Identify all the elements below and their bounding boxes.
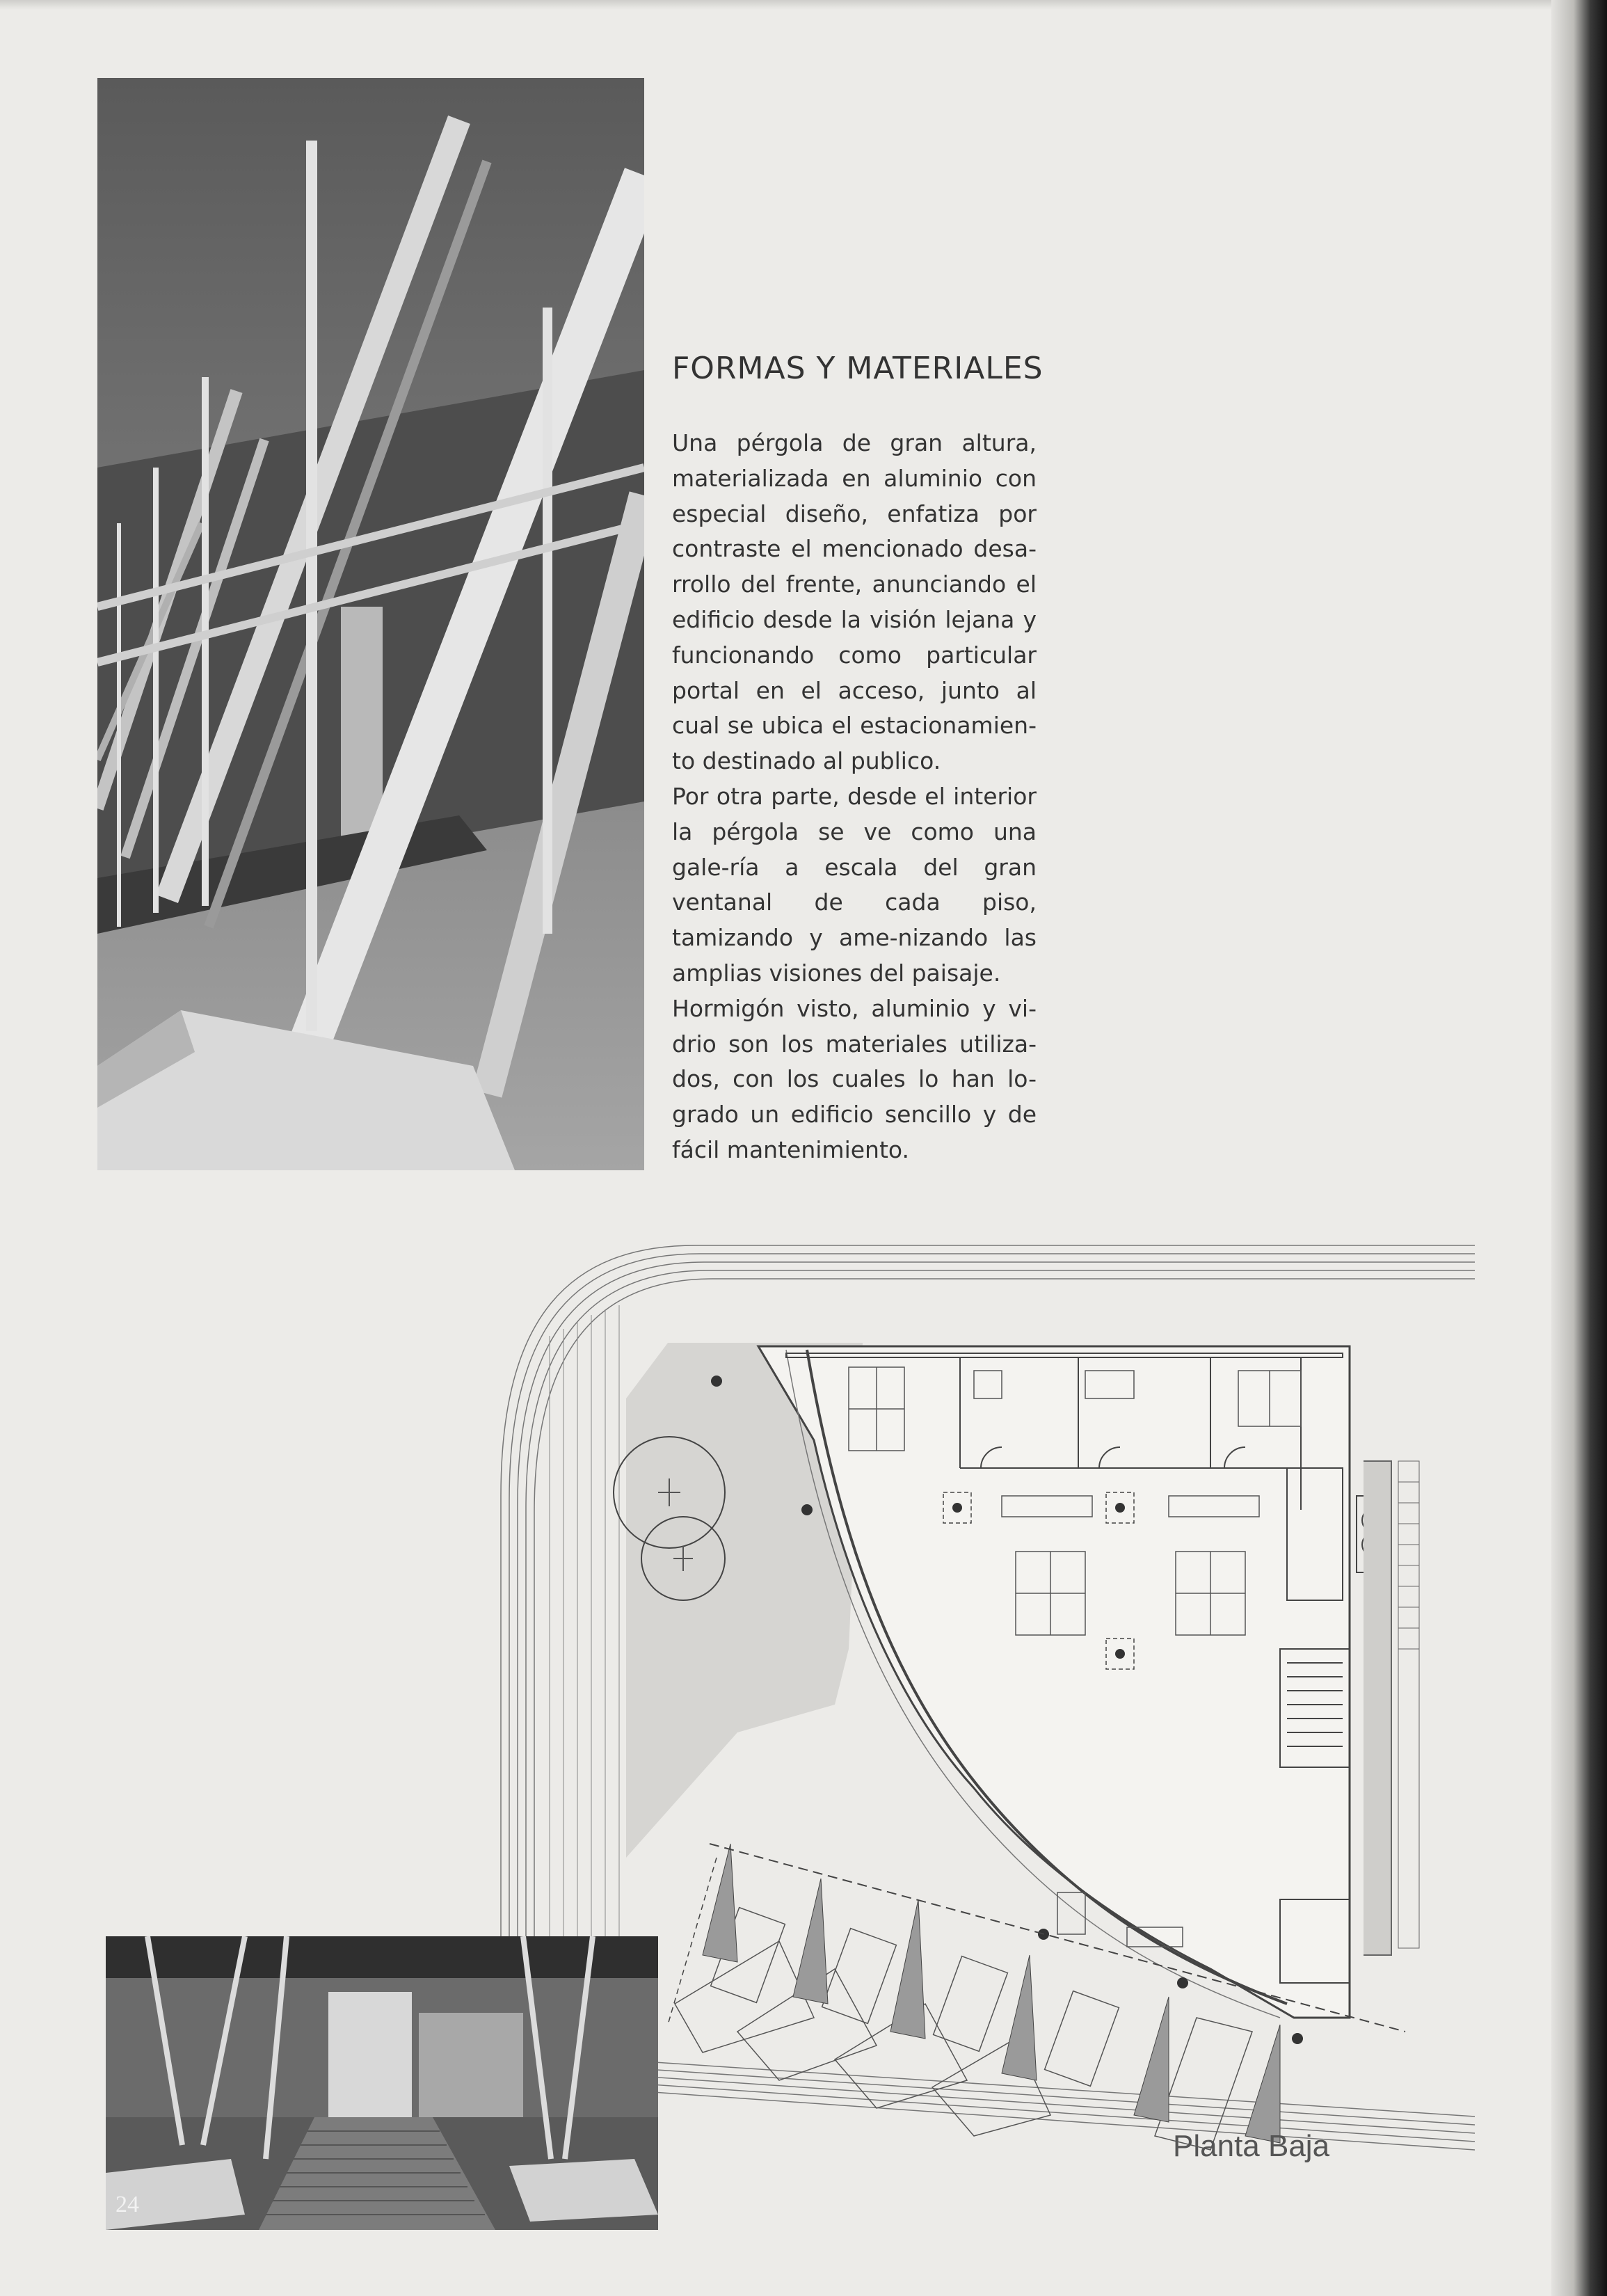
pergola-photo [97,78,644,1170]
paragraph-2: Por otra parte, desde el interior la pérgola se ve como una gale-ría a escala del gran ventanal de cada piso, tamizando y ame-nizando las amplias visiones del paisaje. [672,782,1037,987]
section-heading: FORMAS Y MATERIALES [672,351,1044,386]
paragraph-3: Hormigón visto, aluminio y vi-drio son los materiales utiliza-dos, con los cuales lo han lo-grado un edificio sencillo y de fácil mantenimiento. [672,994,1037,1163]
paragraph-1: Una pérgola de gran altura, materializada en aluminio con especial diseño, enfatiza por contraste el mencionado desa-rrollo del frente, anunciando el edificio desde la visión lejana y funcionando como particular portal en el acceso, junto al cual se ubica el estacionamien-to destinado al publico. [672,429,1037,775]
entrance-photo [106,1936,658,2230]
page-number: 24 [115,2192,139,2217]
top-shade [0,0,1607,10]
article-body [672,426,1037,1168]
page-binding-edge [1551,0,1607,2296]
plan-caption: Planta Baja [1173,2129,1330,2163]
